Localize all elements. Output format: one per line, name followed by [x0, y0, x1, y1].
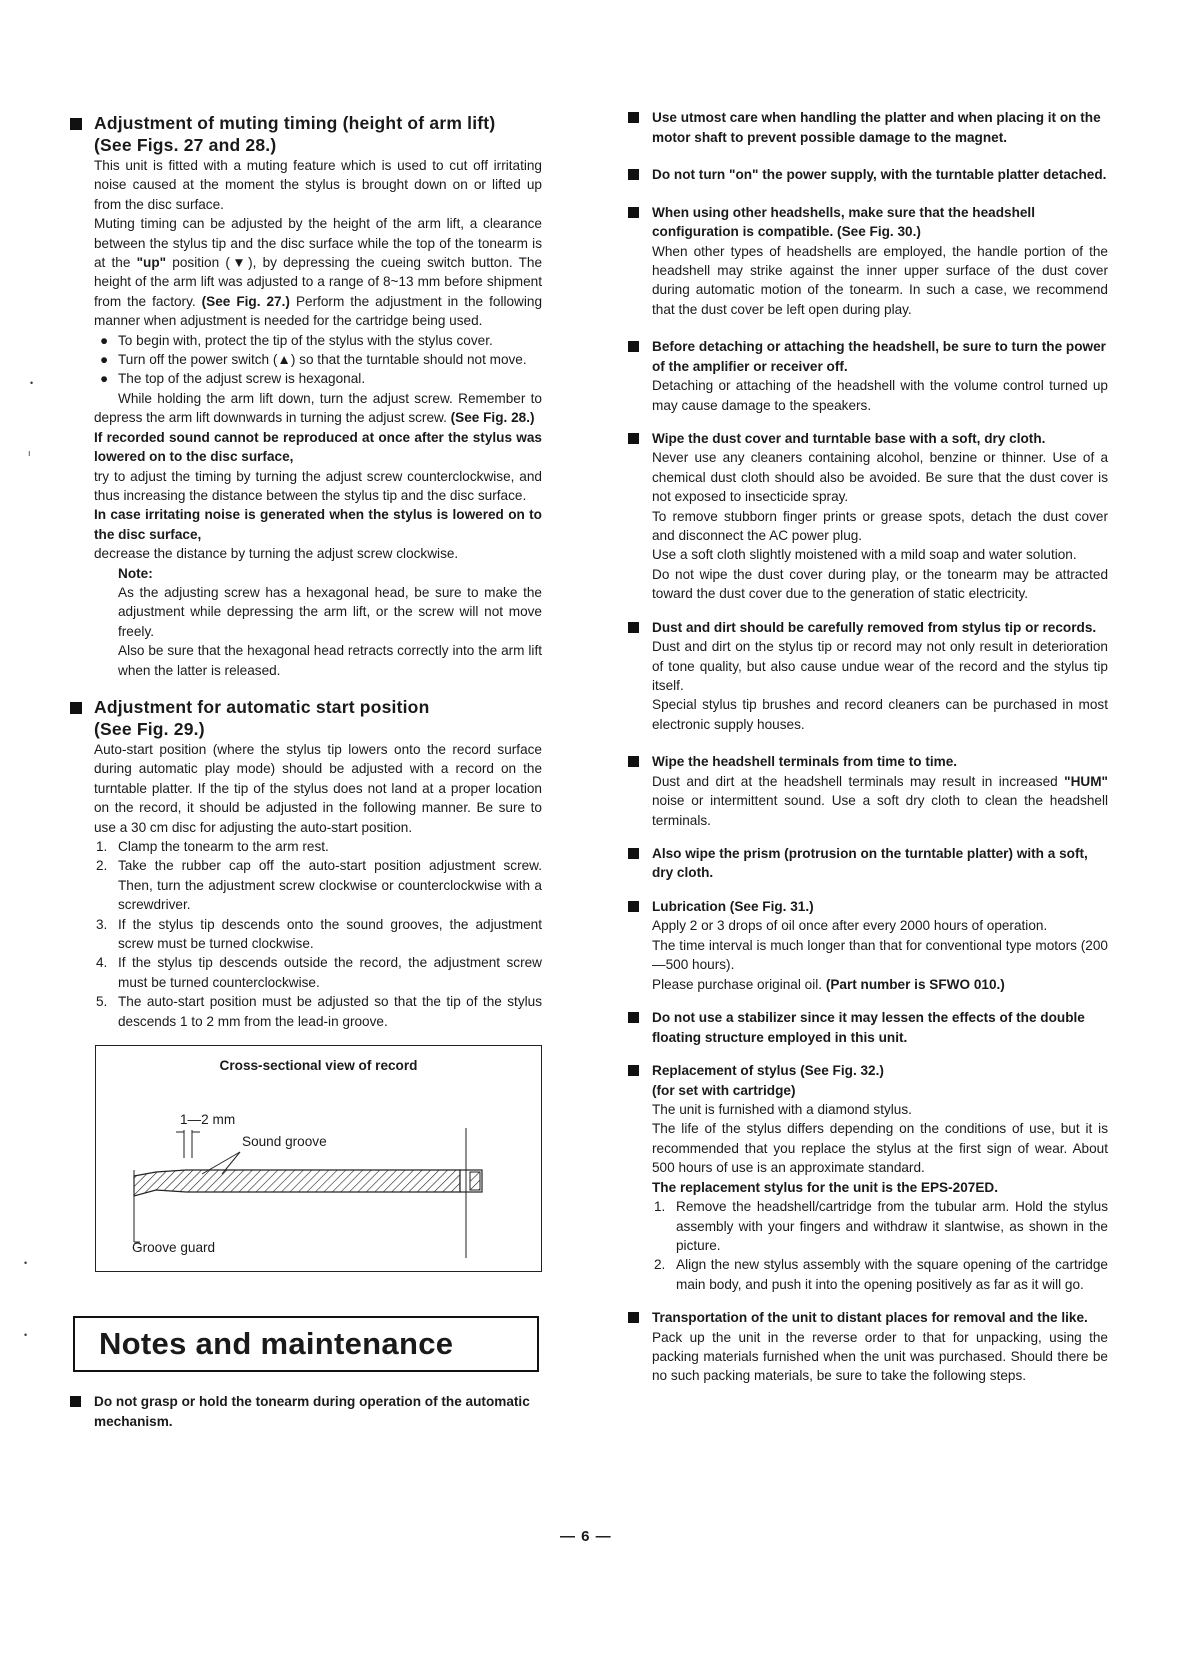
- note-label: Note:: [118, 565, 153, 581]
- grasp-note: [70, 1392, 542, 1431]
- section-bullet-icon: [628, 112, 639, 123]
- sound-groove-label: Sound groove: [242, 1134, 327, 1150]
- page-number: — 6 —: [560, 1528, 612, 1545]
- note-text: As the adjusting screw has a hexagonal head, be sure to make the adjustment while depressing the arm lift, or the screw will not move freely.: [118, 584, 542, 639]
- notes-title: Notes and maintenance: [99, 1326, 454, 1362]
- section-bullet-icon: [70, 118, 82, 130]
- detach-section: [628, 337, 1108, 415]
- autostart-heading-ref: (See Fig. 29.): [94, 718, 205, 739]
- terminals-heading: Wipe the headshell terminals from time to time.: [652, 754, 958, 770]
- note-block: [70, 564, 542, 680]
- section-bullet-icon: [628, 207, 639, 218]
- prism-text: Also wipe the prism (protrusion on the turntable platter) with a soft, dry cloth.: [652, 845, 1088, 881]
- section-bullet-icon: [628, 901, 639, 912]
- left-column: [70, 112, 542, 1431]
- margin-mark: •: [30, 378, 34, 388]
- care-note: [628, 108, 1108, 147]
- list-item: 4. If the stylus tip descends outside the record, the adjustment screw must be turned counterclockwise.: [96, 955, 542, 990]
- record-cross-section-figure: [95, 1045, 542, 1272]
- lubrication-paragraph: Apply 2 or 3 drops of oil once after every 2000 hours of operation.: [652, 918, 1048, 934]
- lubrication-paragraph: The time interval is much longer than that for conventional type motors (200—500 hours).: [652, 937, 1108, 973]
- stylus-replacement-model: The replacement stylus for the unit is the EPS-207ED.: [652, 1179, 998, 1195]
- list-item: 5. The auto-start position must be adjusted so that the tip of the stylus descends 1 to 2 mm from the lead-in groove.: [96, 994, 542, 1029]
- wipe-paragraph: Do not wipe the dust cover during play, or the tonearm may be attracted toward the dust cover due to the generation of static electricity.: [652, 566, 1108, 602]
- stylus-heading: Replacement of stylus (See Fig. 32.): [652, 1063, 884, 1079]
- wipe-section: [628, 429, 1108, 604]
- detach-body: Detaching or attaching of the headshell with the volume control turned up may cause damage to the speakers.: [652, 378, 1108, 413]
- muting-paragraph: Muting timing can be adjusted by the height of the arm lift, a clearance between the stylus tip and the disc surface while the top of the tonearm is at the "up" position (▼), by depressing the cueing switch button. The height of the arm lift was adjusted to a range of 8~13 mm before shipment from the factory. (See Fig. 27.) Perform the adjustment in the following manner when adjustment is needed for the cartridge being used.: [94, 216, 543, 329]
- list-item: 2. Align the new stylus assembly with the square opening of the cartridge main body, and push it into the opening positively as far as it will go.: [654, 1257, 1108, 1292]
- section-bullet-icon: [628, 433, 639, 444]
- notes-maintenance-box: [73, 1316, 539, 1372]
- terminals-section: [628, 752, 1108, 830]
- list-item: 2. Take the rubber cap off the auto-start position adjustment screw. Then, turn the adjustment screw clockwise or counterclockwise with a screwdriver.: [96, 858, 542, 913]
- bold-condition: If recorded sound cannot be reproduced at once after the stylus was lowered on to the disc surface,: [94, 429, 542, 465]
- headshells-heading: When using other headshells, make sure that the headshell configuration is compatible. (See Fig. 30.): [652, 204, 1035, 239]
- transport-section: [628, 1308, 1108, 1386]
- stylus-section: [628, 1061, 1108, 1294]
- stylus-paragraph: The life of the stylus differs depending on the conditions of use, but it is recommended that you replace the stylus at the first sign of wear. About 500 hours of use is an approximate standard.: [652, 1121, 1108, 1176]
- stylus-subheading: (for set with cartridge): [652, 1082, 796, 1098]
- transport-heading: Transportation of the unit to distant places for removal and the like.: [652, 1310, 1088, 1326]
- grasp-text: Do not grasp or hold the tonearm during operation of the automatic mechanism.: [94, 1394, 530, 1429]
- muting-intro: This unit is fitted with a muting feature which is used to cut off irritating noise caused at the moment the stylus is brought down on or lifted up from the disc surface.: [94, 158, 542, 212]
- headshells-section: [628, 203, 1108, 320]
- care-text: Use utmost care when handling the platter and when placing it on the motor shaft to prevent possible damage to the magnet.: [652, 110, 1101, 145]
- section-bullet-icon: [628, 1065, 639, 1076]
- section-bullet-icon: [628, 756, 639, 767]
- lubrication-section: [628, 897, 1108, 994]
- list-item: 1. Clamp the tonearm to the arm rest.: [96, 839, 329, 854]
- detach-heading: Before detaching or attaching the headshell, be sure to turn the power of the amplifier or receiver off.: [652, 339, 1106, 374]
- list-item: 3. If the stylus tip descends onto the sound grooves, the adjustment screw must be turned clockwise.: [96, 916, 542, 952]
- note-text: Also be sure that the hexagonal head retracts correctly into the arm lift when the latter is released.: [118, 643, 542, 678]
- stabilizer-text: Do not use a stabilizer since it may lessen the effects of the double floating structure employed in this unit.: [652, 1010, 1085, 1045]
- muting-heading: Adjustment of muting timing (height of arm lift): [94, 113, 496, 133]
- wipe-paragraph: To remove stubborn finger prints or grease spots, detach the dust cover and disconnect the AC power plug.: [652, 508, 1108, 544]
- muting-heading-ref: (See Figs. 27 and 28.): [94, 135, 277, 155]
- dust-paragraph: Dust and dirt on the stylus tip or record may not only result in deterioration of tone quality, but also cause undue wear of the record and the stylus tip itself.: [652, 639, 1108, 693]
- section-bullet-icon: [628, 169, 639, 180]
- terminals-body: Dust and dirt at the headshell terminals may result in increased "HUM" noise or intermittent sound. Use a soft dry cloth to clean the headshell terminals.: [652, 773, 1108, 828]
- list-item: ● Turn off the power switch (▲) so that the turntable should not move.: [94, 350, 542, 369]
- wipe-heading: Wipe the dust cover and turntable base with a soft, dry cloth.: [652, 430, 1046, 446]
- muting-section: [70, 112, 542, 680]
- section-bullet-icon: [628, 1312, 639, 1323]
- dust-paragraph: Special stylus tip brushes and record cleaners can be purchased in most electronic supply houses.: [652, 697, 1108, 732]
- stabilizer-note: [628, 1008, 1108, 1047]
- bullet-dot-icon: ●: [100, 332, 109, 348]
- record-diagram: [96, 1046, 541, 1271]
- transport-body: Pack up the unit in the reverse order to that for unpacking, using the packing materials furnished when the unit was purchased. Should there be no such packing materials, be sure to take the following steps.: [652, 1329, 1108, 1384]
- list-item: ● The top of the adjust screw is hexagonal.: [94, 369, 542, 388]
- bullet-dot-icon: ●: [100, 371, 109, 387]
- autostart-heading: Adjustment for automatic start position: [94, 696, 430, 717]
- section-bullet-icon: [70, 1396, 81, 1407]
- section-bullet-icon: [628, 341, 639, 352]
- bold-condition: In case irritating noise is generated when the stylus is lowered on to the disc surface,: [94, 507, 542, 542]
- lubrication-paragraph: Please purchase original oil. (Part number is SFWO 010.): [652, 976, 1005, 992]
- list-item: ● To begin with, protect the tip of the stylus with the stylus cover.: [94, 331, 542, 350]
- margin-mark: •: [24, 1258, 28, 1268]
- list-item: 1. Remove the headshell/cartridge from the tubular arm. Hold the stylus assembly with your fingers and withdraw it slantwise, as shown in the picture.: [654, 1199, 1108, 1253]
- wipe-paragraph: Use a soft cloth slightly moistened with a mild soap and water solution.: [652, 547, 1077, 563]
- power-text: Do not turn "on" the power supply, with the turntable platter detached.: [652, 167, 1107, 182]
- autostart-intro: Auto-start position (where the stylus tip lowers onto the record surface during automatic play mode) should be adjusted with a record on the turntable platter. If the tip of the stylus does not land at a proper location on the record, it should be adjusted in the following manner. Be sure to use a 30 cm disc for adjusting the auto-start position.: [94, 741, 542, 835]
- section-bullet-icon: [628, 622, 639, 633]
- right-column: [628, 108, 1108, 1386]
- bullet-dot-icon: ●: [100, 352, 109, 368]
- margin-mark: •: [24, 1330, 28, 1340]
- section-bullet-icon: [628, 848, 639, 859]
- section-bullet-icon: [70, 702, 82, 714]
- headshells-body: When other types of headshells are employed, the handle portion of the headshell may strike against the inner upper surface of the dust cover during automatic motion of the tonearm. In such a case, we recommend that the dust cover be left open during play.: [652, 243, 1108, 317]
- power-note: [628, 165, 1108, 185]
- figure-title: Cross-sectional view of record: [219, 1058, 418, 1074]
- section-bullet-icon: [628, 1012, 639, 1023]
- adjust-paragraph: While holding the arm lift down, turn the adjust screw. Remember to depress the arm lift downwards in turning the adjust screw. (See Fig. 28.): [94, 390, 542, 426]
- groove-guard-label: Groove guard: [132, 1240, 216, 1256]
- wipe-paragraph: Never use any cleaners containing alcohol, benzine or thinner. Use of a chemical dust cloth should also be avoided. Be sure that the dust cover is not exposed to insecticide spray.: [652, 450, 1108, 505]
- dust-heading: Dust and dirt should be carefully removed from stylus tip or records.: [652, 619, 1097, 635]
- autostart-section: [70, 696, 542, 1031]
- dimension-label: 1—2 mm: [180, 1112, 236, 1128]
- condition-paragraph: try to adjust the timing by turning the adjust screw counterclockwise, and thus increasing the distance between the stylus tip and the disc surface.: [94, 468, 542, 503]
- margin-mark: ı: [28, 448, 31, 458]
- condition-paragraph: decrease the distance by turning the adjust screw clockwise.: [94, 546, 459, 562]
- lubrication-heading: Lubrication (See Fig. 31.): [652, 898, 814, 914]
- stylus-paragraph: The unit is furnished with a diamond stylus.: [652, 1102, 912, 1118]
- dust-section: [628, 618, 1108, 735]
- prism-note: [628, 844, 1108, 883]
